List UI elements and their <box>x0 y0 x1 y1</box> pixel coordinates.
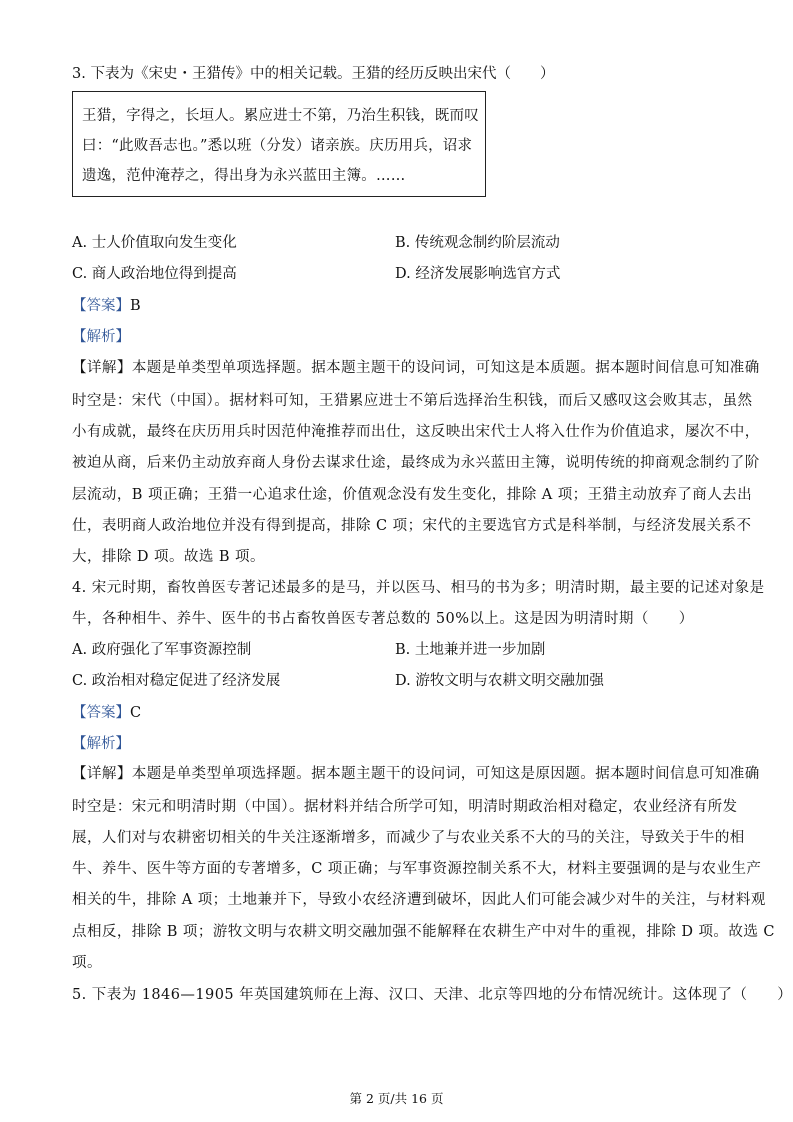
q3-quote-line: 曰：“此败吾志也。”悉以班（分发）诸亲族。庆历用兵，诏求 <box>82 138 473 154</box>
q3-detail-line: 小有成就，最终在庆历用兵时因范仲淹推荐而出仕，这反映出宋代士人将入仕作为价值追求，屡次不中， <box>72 424 760 440</box>
detail-label: 【详解】 <box>72 766 132 782</box>
q3-detail-line: 被迫从商，后来仍主动放弃商人身份去谋求仕途，最终成为永兴蓝田主簿，说明传统的抑商观念制约了阶 <box>72 455 760 471</box>
q3-option-a: A. 士人价值取向发生变化 <box>72 235 237 251</box>
q4-option-d: D. 游牧文明与农耕文明交融加强 <box>395 673 604 689</box>
answer-label: 【答案】 <box>72 705 130 721</box>
q5-stem: 5. 下表为 1846—1905 年英国建筑师在上海、汉口、天津、北京等四地的分布情况统计。这体现了（ ） <box>72 987 793 1003</box>
q3-detail-line: 仕，表明商人政治地位并没有得到提高，排除 C 项；宋代的主要选官方式是科举制，与经济发展关系不 <box>72 518 752 534</box>
q4-stem-line: 4. 宋元时期，畜牧兽医专著记述最多的是马，并以医马、相马的书为多；明清时期，最主要的记述对象是 <box>72 580 765 596</box>
q3-analysis-label: 【解析】 <box>72 329 130 345</box>
q4-detail-line: 牛、养牛、医牛等方面的专著增多，C 项正确；与军事资源控制关系不大，材料主要强调的是与农业生产 <box>72 861 762 877</box>
q4-analysis-label: 【解析】 <box>72 736 130 752</box>
q3-detail-line <box>72 358 760 378</box>
detail-text: 本题是单类型单项选择题。据本题主题干的设问词，可知这是本质题。据本题时间信息可知准确 <box>131 360 760 376</box>
q4-detail-line: 时空是：宋元和明清时期（中国）。据材料并结合所学可知，明清时期政治相对稳定，农业经济有所发 <box>72 799 738 815</box>
q3-option-d: D. 经济发展影响选官方式 <box>395 266 561 282</box>
q4-answer <box>72 703 141 723</box>
q3-option-b: B. 传统观念制约阶层流动 <box>395 235 560 251</box>
q3-quote-line: 王猎，字得之，长垣人。累应进士不第，乃治生积钱，既而叹 <box>82 108 479 124</box>
q4-option-a: A. 政府强化了军事资源控制 <box>72 642 252 658</box>
answer-label: 【答案】 <box>72 298 130 314</box>
q4-detail-line <box>72 764 760 784</box>
answer-value: C <box>130 705 142 721</box>
q4-detail-line: 展，人们对与农耕密切相关的牛关注逐渐增多，而减少了与农业关系不大的马的关注，导致关于牛的相 <box>72 830 745 846</box>
q4-detail-line: 项。 <box>72 955 102 971</box>
q4-option-c: C. 政治相对稳定促进了经济发展 <box>72 673 281 689</box>
q4-detail-line: 相关的牛，排除 A 项；土地兼并下，导致小农经济遭到破坏，因此人们可能会减少对牛的关注，与材料观 <box>72 892 766 908</box>
detail-text: 本题是单类型单项选择题。据本题主题干的设问词，可知这是原因题。据本题时间信息可知准确 <box>131 766 760 782</box>
q4-detail-line: 点相反，排除 B 项；游牧文明与农耕文明交融加强不能解释在农耕生产中对牛的重视，排除 D 项。故选 C <box>72 924 775 940</box>
page-number: 第 2 页/共 16 页 <box>349 1091 444 1106</box>
q3-detail-line: 时空是：宋代（中国）。据材料可知，王猎累应进士不第后选择治生积钱，而后又感叹这会败其志，虽然 <box>72 393 753 409</box>
detail-label: 【详解】 <box>72 360 132 376</box>
q3-quote-line: 遗逸，范仲淹荐之，得出身为永兴蓝田主簿。…… <box>82 168 406 184</box>
q4-stem-line: 牛，各种相牛、养牛、医牛的书占畜牧兽医专著总数的 50%以上。这是因为明清时期（ ） <box>72 611 694 627</box>
q3-detail-line: 层流动，B 项正确；王猎一心追求仕途，价值观念没有发生变化，排除 A 项；王猎主动放弃了商人去出 <box>72 487 753 503</box>
q3-stem: 3. 下表为《宋史・王猎传》中的相关记载。王猎的经历反映出宋代（ ） <box>72 66 555 82</box>
answer-value: B <box>130 298 141 314</box>
q3-option-c: C. 商人政治地位得到提高 <box>72 266 237 282</box>
q3-detail-line: 大，排除 D 项。故选 B 项。 <box>72 549 265 565</box>
q3-answer <box>72 296 141 316</box>
q4-option-b: B. 土地兼并进一步加剧 <box>395 642 546 658</box>
